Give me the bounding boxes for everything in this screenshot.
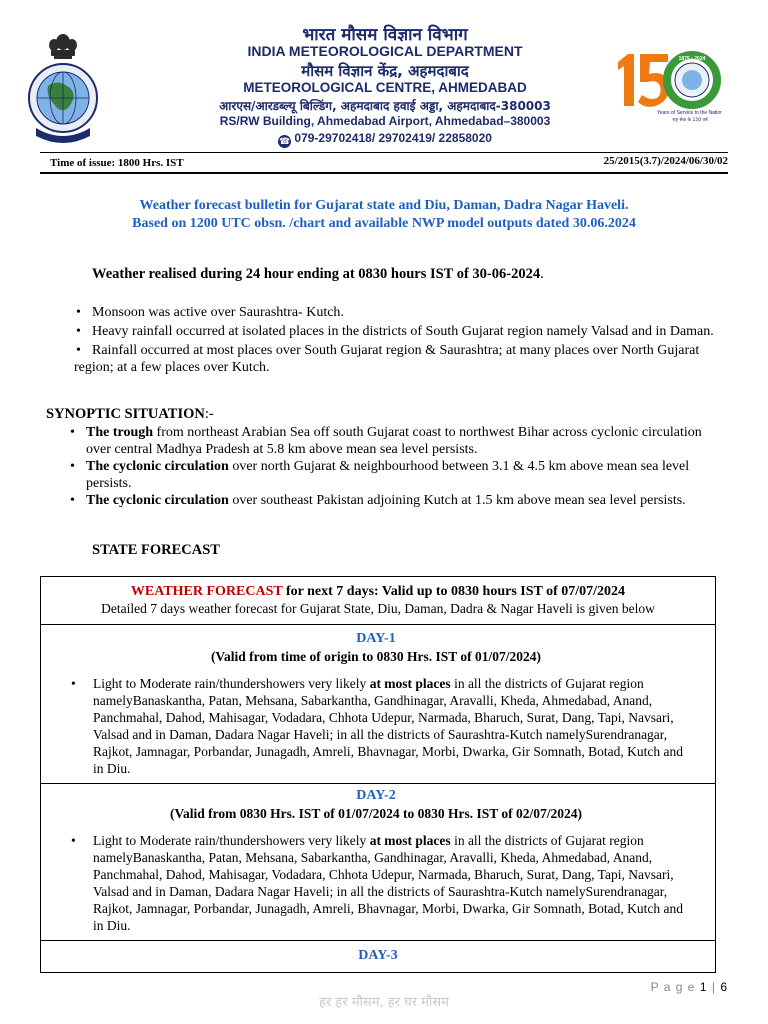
synoptic-list (68, 424, 716, 509)
synoptic-item-2-text: over north Gujarat & neighbourhood between 3.1 & 4.5 km above mean sea level persists. (86, 459, 690, 491)
header-department: INDIA METEOROLOGICAL DEPARTMENT (247, 43, 523, 59)
day-row (41, 784, 715, 941)
day-row (41, 941, 715, 972)
realised-item-2: Heavy rainfall occurred at isolated places in the districts of South Gujarat region namely Valsad and in Daman. (92, 324, 714, 339)
list-item (74, 304, 718, 321)
synoptic-heading (46, 406, 214, 423)
footer-tagline: हर हर मौसम, हर घर मौसम (319, 995, 449, 1010)
realised-heading-end: . (540, 266, 544, 282)
day-1-label: DAY-1 (356, 631, 396, 646)
day-2-post: in all the districts of Gujarat region namelyBanaskantha, Patan, Mehsana, Sabarkantha, Gandhinagar, Aravalli, Kheda, Ahmedabad, Anand, Panchmahal, Dahod, Mahisagar, Vodadara, Chhota Udepur, Narmada, Bharuch, Surat, Dang, Tapi, Navsari, Valsad and in Daman, Dadara Nagar Haveli; in all the districts of Saurashtra-Kutch namelySurendranagar, Rajkot, Jamnagar, Porbandar, Junagadh, Amreli, Bhavnagar, Morbi, Dwarka, Gir Somnath, Botad, Kutch and in Diu. (93, 833, 683, 933)
realised-list (74, 304, 718, 376)
forecast-table-header (41, 577, 715, 625)
synoptic-item-3-text: over southeast Pakistan adjoining Kutch at 1.5 km above mean sea level persists. (228, 493, 686, 508)
bullet-icon: • (71, 833, 76, 848)
header-centre: METEOROLOGICAL CENTRE, AHMEDABAD (243, 80, 527, 95)
page-current: 1 (699, 980, 708, 994)
list-item (68, 492, 716, 509)
day-2-label: DAY-2 (356, 788, 396, 803)
day-1-forecast (69, 675, 693, 777)
synoptic-heading-text: SYNOPTIC SITUATION (46, 406, 205, 422)
synoptic-item-1-bold: The trough (86, 425, 154, 440)
list-item (74, 342, 718, 376)
bullet-icon: • (76, 305, 81, 320)
day-1-pre: Light to Moderate rain/thundershowers very likely (93, 676, 370, 691)
bullet-icon: • (70, 493, 75, 508)
header-address: RS/RW Building, Ahmedabad Airport, Ahmedabad–380003 (219, 114, 551, 128)
imd-150-years-logo-icon (612, 48, 722, 124)
day-2-validity: (Valid from 0830 Hrs. IST of 01/07/2024 to 0830 Hrs. IST of 02/07/2024) (169, 806, 583, 821)
synoptic-item-2-bold: The cyclonic circulation (86, 459, 229, 474)
time-of-issue: Time of issue: 1800 Hrs. IST (50, 157, 184, 169)
header-phone: 079-29702418/ 29702419/ 22858020 (294, 131, 492, 145)
realised-heading (92, 266, 544, 283)
list-item (68, 424, 716, 458)
bullet-icon: • (70, 459, 75, 474)
logo-years-text: 1875 • 2024 (678, 56, 706, 62)
day-1-post: in all the districts of Gujarat region namelyBanaskantha, Patan, Mehsana, Sabarkantha, Gandhinagar, Aravalli, Kheda, Ahmedabad, Anand, Panchmahal, Dahod, Mahisagar, Vodadara, Chhota Udepur, Narmada, Bharuch, Surat, Dang, Tapi, Navsari, Valsad and in Daman, Dadara Nagar Haveli; in all the districts of Saurashtra-Kutch namelySurendranagar, Rajkot, Jamnagar, Porbandar, Junagadh, Amreli, Bhavnagar, Morbi, Dwarka, Gir Somnath, Botad, Kutch and in Diu. (93, 676, 683, 776)
realised-item-3: Rainfall occurred at most places over South Gujarat region & Saurashtra; at many places over North Gujarat region; at a few places over Kutch. (74, 343, 700, 375)
page-separator: | (711, 980, 716, 994)
synoptic-heading-suffix: :- (204, 406, 214, 422)
synoptic-item-3-bold: The cyclonic circulation (86, 493, 229, 508)
header-hindi-department: भारत मौसम विज्ञान विभाग (302, 25, 468, 45)
day-row (41, 625, 715, 784)
logo-tagline-hindi-text: राष्ट्र सेवा के 150 वर्ष (672, 118, 708, 123)
day-3-label: DAY-3 (358, 948, 398, 963)
day-2-pre: Light to Moderate rain/thundershowers very likely (93, 833, 370, 848)
logo-tagline-text: Years of Service to the Nation (657, 110, 722, 116)
realised-item-1: Monsoon was active over Saurashtra- Kutch. (92, 305, 344, 320)
page-prefix: P a g e (650, 980, 696, 994)
phone-icon: ☎ (278, 136, 291, 146)
bullet-icon: • (70, 425, 75, 440)
forecast-table (40, 576, 716, 973)
forecast-table-title (47, 583, 709, 600)
list-item (68, 458, 716, 492)
bullet-icon: • (71, 676, 76, 691)
day-2-bold: at most places (369, 833, 451, 848)
forecast-title-red: WEATHER FORECAST (130, 584, 283, 599)
list-item (74, 323, 718, 340)
day-1-bold: at most places (369, 676, 451, 691)
bullet-icon: • (76, 324, 81, 339)
forecast-title-rest: for next 7 days: Valid up to 0830 hours IST of 07/07/2024 (282, 584, 626, 599)
header-hindi-centre: मौसम विज्ञान केंद्र, अहमदाबाद (301, 62, 469, 80)
bulletin-line-1: Weather forecast bulletin for Gujarat state and Diu, Daman, Dadra Nagar Haveli. (139, 198, 629, 213)
header-hindi-address: आरएस/आरडब्ल्यू बिल्डिंग, अहमदाबाद हवाई अड्डा, अहमदाबाद-380003 (219, 99, 551, 113)
realised-heading-text: Weather realised during 24 hour ending at 0830 hours IST of 30-06-2024 (92, 266, 541, 282)
forecast-table-subtitle: Detailed 7 days weather forecast for Gujarat State, Diu, Daman, Dadra & Nagar Haveli is given below (101, 601, 655, 616)
header-divider (40, 152, 728, 153)
state-forecast-heading: STATE FORECAST (92, 542, 220, 558)
synoptic-item-1-text: from northeast Arabian Sea off south Gujarat coast to northwest Bihar across cyclonic circulation over central Madhya Pradesh at 5.8 km above mean sea level persists. (86, 425, 702, 457)
bulletin-line-2: Based on 1200 UTC obsn. /chart and available NWP model outputs dated 30.06.2024 (132, 216, 636, 231)
reference-number: 25/2015(3.7)/2024/06/30/02 (603, 155, 728, 167)
bullet-icon: • (76, 343, 81, 358)
day-1-validity: (Valid from time of origin to 0830 Hrs. IST of 01/07/2024) (210, 649, 542, 664)
page-total: 6 (720, 980, 728, 994)
meta-divider (40, 172, 728, 174)
header-phone-line (150, 131, 620, 148)
imd-emblem-logo-icon (18, 28, 108, 146)
day-2-forecast (69, 832, 693, 934)
